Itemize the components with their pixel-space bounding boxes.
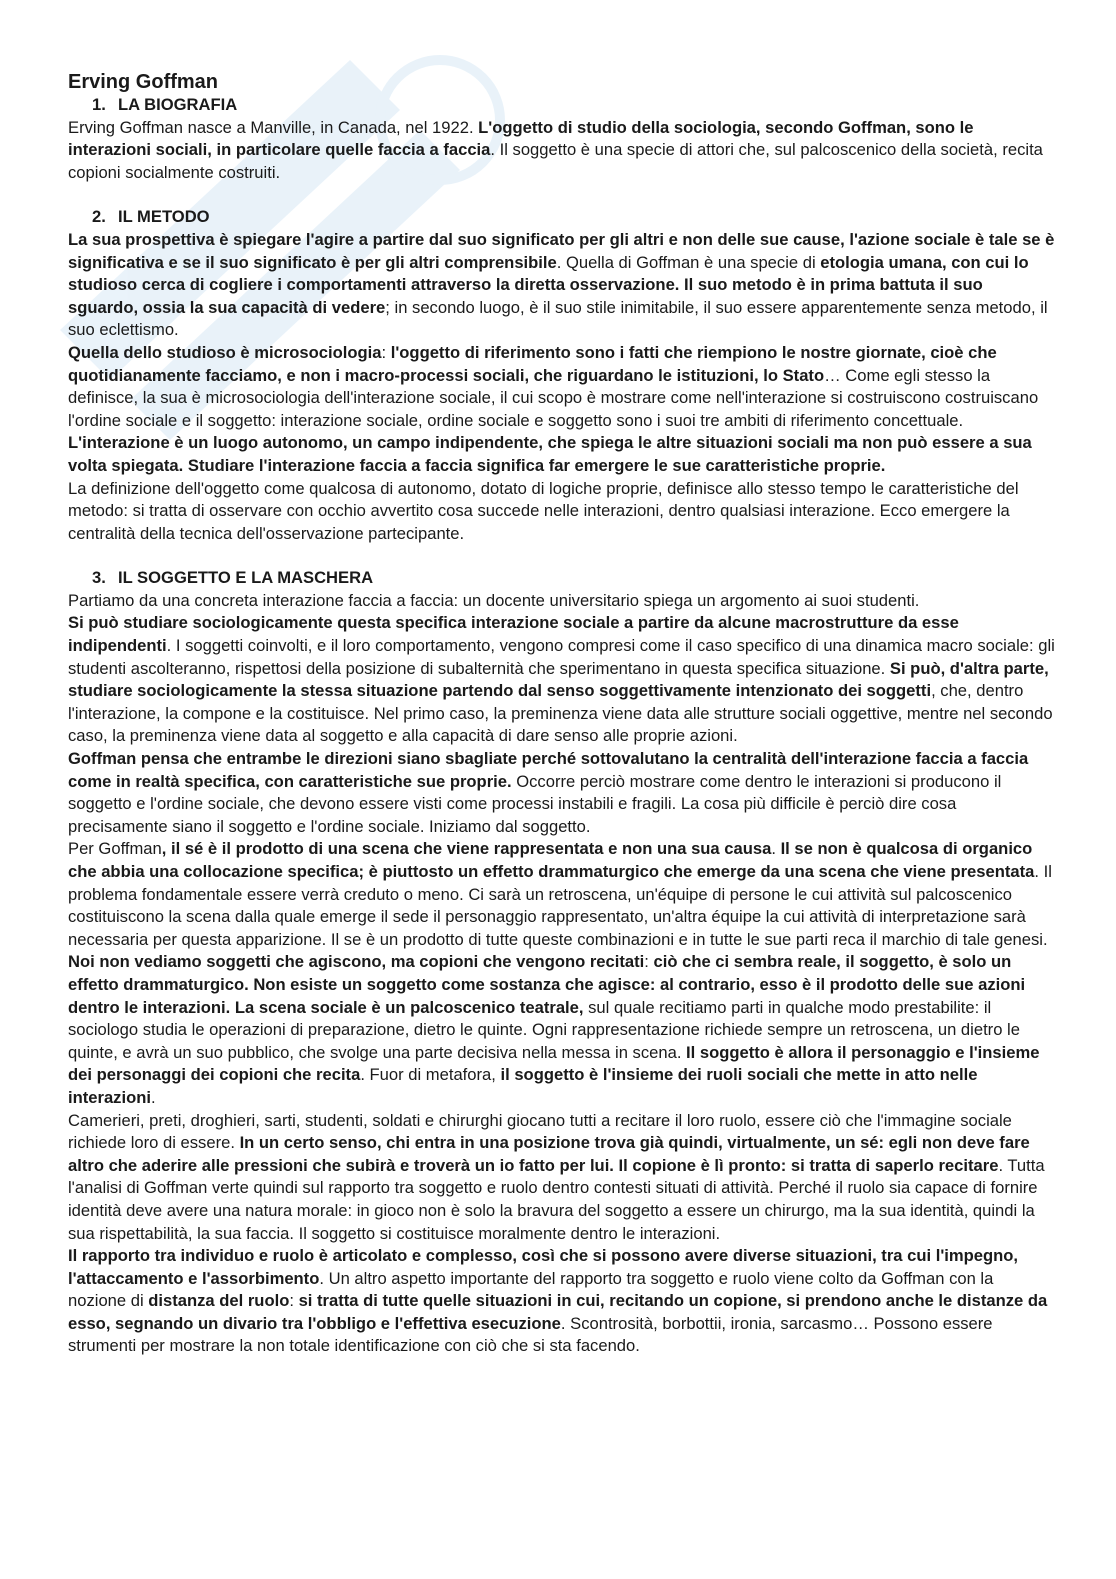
section-heading	[68, 94, 1056, 117]
text: Occorre perciò mostrare come dentro le interazioni si producono il soggetto e l'ordine sociale, che devono essere visti come processi instabili e fragili. La cosa più difficile è perciò dire cosa precisamente siano il soggetto e l'ordine sociale. Iniziamo dal soggetto.	[68, 771, 1002, 836]
bold-text: si tratta di tutte quelle situazioni in cui, recitando un copione, si prendono anche le distanze da esso, segnando un divario tra l'obbligo e l'effettiva esecuzione	[68, 1291, 1048, 1333]
paragraph	[68, 1245, 1056, 1358]
bold-text: l'oggetto di riferimento sono i fatti che riempiono le nostre giornate, cioè che quotidianamente facciamo, e non i macro-processi sociali, che riguardano le istituzioni, lo Stato	[68, 342, 997, 385]
text: Partiamo da una concreta interazione faccia a faccia: un docente universitario spiega un argomento ai suoi studenti.	[68, 590, 920, 610]
text: . Quella di Goffman è una specie di	[556, 252, 821, 272]
text: :	[644, 952, 654, 972]
section-heading	[68, 206, 1056, 229]
paragraph	[68, 748, 1056, 838]
section-heading-text: LA BIOGRAFIA	[118, 95, 238, 114]
section-heading	[68, 567, 1056, 590]
text: . Un altro aspetto importante del rapporto tra soggetto e ruolo viene colto da Goffman con la nozione di	[68, 1268, 994, 1311]
bold-text: Si può studiare sociologicamente questa specifica interazione sociale a partire da alcune macrostrutture da esse indipendenti	[68, 613, 959, 656]
paragraph	[68, 951, 1056, 1109]
bold-text: il soggetto è l'insieme dei ruoli sociali che mette in atto nelle interazioni	[68, 1065, 978, 1107]
section-heading-text: IL METODO	[118, 207, 210, 227]
section-number: 1.	[92, 95, 106, 114]
bold-text: Noi non vediamo soggetti che agiscono, ma copioni che vengono recitati	[68, 952, 645, 972]
section	[68, 184, 1056, 545]
paragraph	[68, 612, 1056, 748]
text: . Scontrosità, borbottii, ironia, sarcasmo… Possono essere strumenti per mostrare la non totale identificazione con ciò che si sta facendo.	[68, 1313, 993, 1356]
paragraph	[68, 590, 1056, 613]
bold-text: distanza del ruolo	[148, 1291, 290, 1311]
bold-text: L'interazione è un luogo autonomo, un campo indipendente, che spiega le altre situazioni sociali ma non può essere a sua volta spiegata. Studiare l'interazione faccia a faccia significa far emergere le sue caratteristiche proprie.	[68, 433, 1032, 475]
bold-text: , il sé è il prodotto di una scena che viene rappresentata e non una sua causa	[161, 839, 772, 859]
section	[68, 545, 1056, 1358]
text: . Tutta l'analisi di Goffman verte quindi sul rapporto tra soggetto e ruolo dentro contesti situati di attività. Perché il ruolo sia capace di fornire identità deve avere una natura morale: in gioco non è solo la bravura del soggetto a essere un chirurgo, ma la sua identità, quindi la sua rispettabilità, la sua faccia. Il soggetto si costituisce moralmente dentro le interazioni.	[68, 1155, 1045, 1243]
document-title: Erving Goffman	[68, 71, 219, 93]
bold-text: etologia umana, con cui lo studioso cerca di cogliere i comportamenti attraverso la diretta osservazione. Il suo metodo è in prima battuta il suo sguardo, ossia la sua capacità di vedere	[68, 252, 1029, 317]
bold-text: Goffman pensa che entrambe le direzioni siano sbagliate perché sottovalutano la centralità dell'interazione faccia a faccia come in realtà specifica, con caratteristiche sue proprie.	[68, 749, 1029, 791]
bold-text: In un certo senso, chi entra in una posizione trova già quindi, virtualmente, un sé: egli non deve fare altro che aderire alle pressioni che subirà e troverà un io fatto per lui. Il copione è lì pronto: si tratta di saperlo recitare	[68, 1133, 1030, 1175]
text: :	[381, 342, 391, 362]
bold-text: ciò che ci sembra reale, il soggetto, è solo un effetto drammaturgico. Non esiste un soggetto come sostanza che agisce: al contrario, esso è il prodotto delle sue azioni dentro le interazioni. La scena sociale è un palcoscenico teatrale,	[68, 952, 1026, 1017]
text: :	[289, 1291, 299, 1311]
paragraph	[68, 117, 1056, 185]
section	[68, 94, 1056, 184]
text: . Fuor di metafora,	[360, 1065, 501, 1085]
text: . I soggetti coinvolti, e il loro comportamento, vengono compresi come il caso specifico di una dinamica macro sociale: gli studenti ascolteranno, rispettosi della posizione di subalternità che sperimentano in questa specifica situazione.	[68, 636, 1055, 678]
text: .	[150, 1087, 156, 1107]
bold-text: Quella dello studioso è microsociologia	[68, 342, 382, 362]
paragraph	[68, 838, 1056, 951]
bold-text: Si può, d'altra parte, studiare sociologicamente la stessa situazione partendo dal senso soggettivamente intenzionato dei soggetti	[68, 658, 1049, 701]
text: sul quale recitiamo parti in qualche modo prestabilite: il sociologo studia le operazioni di preparazione, dietro le quinte. Ogni rappresentazione richiede sempre un retroscena, un dietro le quinte, e avrà un suo pubblico, che svolge una parte decisiva nella messa in scena.	[68, 997, 1020, 1062]
bold-text: Il soggetto è allora il personaggio e l'insieme dei personaggi dei copioni che recita	[68, 1042, 1040, 1085]
text: .	[771, 839, 781, 859]
paragraph	[68, 478, 1056, 546]
section-heading-text: IL SOGGETTO E LA MASCHERA	[118, 568, 374, 588]
section-number: 2.	[92, 207, 106, 227]
sections	[68, 94, 1056, 1358]
text: . Il soggetto è una specie di attori che, sul palcoscenico della società, recita copioni socialmente costruiti.	[68, 140, 1043, 182]
text: La definizione dell'oggetto come qualcosa di autonomo, dotato di logiche proprie, definisce allo stesso tempo le caratteristiche del metodo: si tratta di osservare con occhio avvertito cosa succede nelle interazioni, dentro qualsiasi interazione. Ecco emergere la centralità della tecnica dell'osservazione partecipante.	[68, 478, 1019, 543]
text: , che, dentro l'interazione, la compone e la costituisce. Nel primo caso, la preminenza viene data alle strutture sociali oggettive, mentre nel secondo caso, la preminenza viene data al soggetto e alla capacità di dare senso alle proprie azioni.	[68, 681, 1053, 746]
paragraph	[68, 432, 1056, 477]
text: . Il problema fondamentale essere verrà creduto o meno. Ci sarà un retroscena, un'équipe di persone le cui attività sul palcoscenico costituiscono la scena dalla quale emerge il sede il personaggio rappresentato, un'altra équipe la cui attività di interpretazione sarà necessaria per questa apparizione. Il se è un prodotto di tutte queste combinazioni e in tutte le sue parti reca il marchio di tale genesi.	[68, 862, 1052, 949]
text: Erving Goffman nasce a Manville, in Canada, nel 1922.	[68, 117, 479, 137]
bold-text: L'oggetto di studio della sociologia, secondo Goffman, sono le interazioni sociali, in particolare quelle faccia a faccia	[68, 117, 974, 160]
text: … Come egli stesso la definisce, la sua è microsociologia dell'interazione sociale, il cui scopo è mostrare come nell'interazione si costruiscono costruiscano l'ordine sociale e il soggetto: interazione sociale, ordine sociale e soggetto sono i suoi tre ambiti di riferimento concettuale.	[68, 365, 1039, 430]
section-number: 3.	[92, 568, 106, 588]
bold-text: Il rapporto tra individuo e ruolo è articolato e complesso, così che si possono avere diverse situazioni, tra cui l'impegno, l'attaccamento e l'assorbimento	[68, 1246, 1019, 1288]
bold-text: La sua prospettiva è spiegare l'agire a partire dal suo significato per gli altri e non delle sue cause, l'azione sociale è tale se è significativa e se il suo significato è per gli altri comprensibile	[68, 229, 1055, 272]
paragraph	[68, 342, 1056, 432]
text: ; in secondo luogo, è il suo stile inimitabile, il suo essere apparentemente senza metodo, il suo eclettismo.	[68, 297, 1048, 340]
paragraph	[68, 1110, 1056, 1246]
text: Camerieri, preti, droghieri, sarti, studenti, soldati e chirurghi giocano tutti a recitare il loro ruolo, essere ciò che l'immagine sociale richiede loro di essere.	[68, 1110, 1012, 1153]
bold-text: Il se non è qualcosa di organico che abbia una collocazione specifica; è piuttosto un effetto drammaturgico che emerge da una scena che viene presentata	[68, 839, 1035, 881]
text: Per Goffman	[68, 839, 162, 859]
paragraph	[68, 229, 1056, 342]
